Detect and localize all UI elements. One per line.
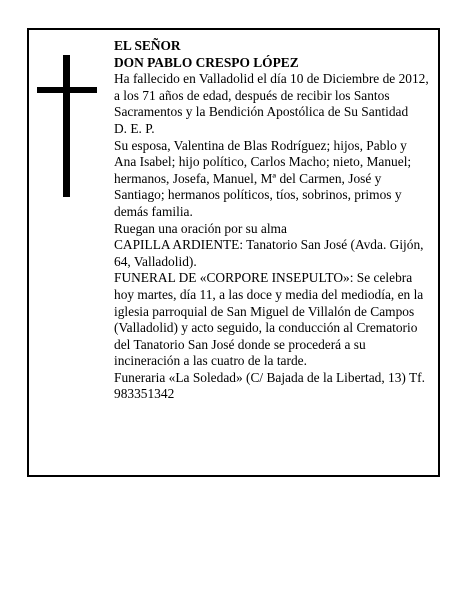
cross-horizontal-bar (37, 87, 97, 93)
family-list: Su esposa, Valentina de Blas Rodríguez; hijos, Pablo y Ana Isabel; hijo político, Carlos Macho; nieto, Manuel; hermanos, Josefa, Manuel, Mª del Carmen, José y Santiago; hermanos políticos, tíos, sobrinos, primos y demás familia. (114, 137, 412, 219)
notice-text (114, 38, 430, 403)
chapel-info: CAPILLA ARDIENTE: Tanatorio San José (Avda. Gijón, 64, Valladolid). (114, 237, 424, 269)
latin-cross-icon (37, 55, 97, 197)
rip-abbreviation: D. E. P. (114, 120, 155, 136)
funeral-info: FUNERAL DE «CORPORE INSEPULTO»: Se celebra hoy martes, día 11, a las doce y media del mediodía, en la iglesia parroquial de San Miguel de Villalón de Campos (Valladolid) y acto seguido, la conducción al Crematorio del Tanatorio San José donde se procederá a su incineración a las cuatro de la tarde. (114, 270, 424, 369)
prayer-request: Ruegan una oración por su alma (114, 220, 287, 236)
deceased-name: DON PABLO CRESPO LÓPEZ (114, 54, 299, 70)
cross-vertical-bar (63, 55, 70, 197)
funeral-home-info: Funeraria «La Soledad» (C/ Bajada de la Libertad, 13) Tf. 983351342 (114, 369, 425, 402)
death-announcement: Ha fallecido en Valladolid el día 10 de Diciembre de 2012, a los 71 años de edad, después de recibir los Santos Sacramentos y la Bendición Apostólica de Su Santidad (114, 71, 429, 120)
notice-heading: EL SEÑOR (114, 38, 181, 53)
